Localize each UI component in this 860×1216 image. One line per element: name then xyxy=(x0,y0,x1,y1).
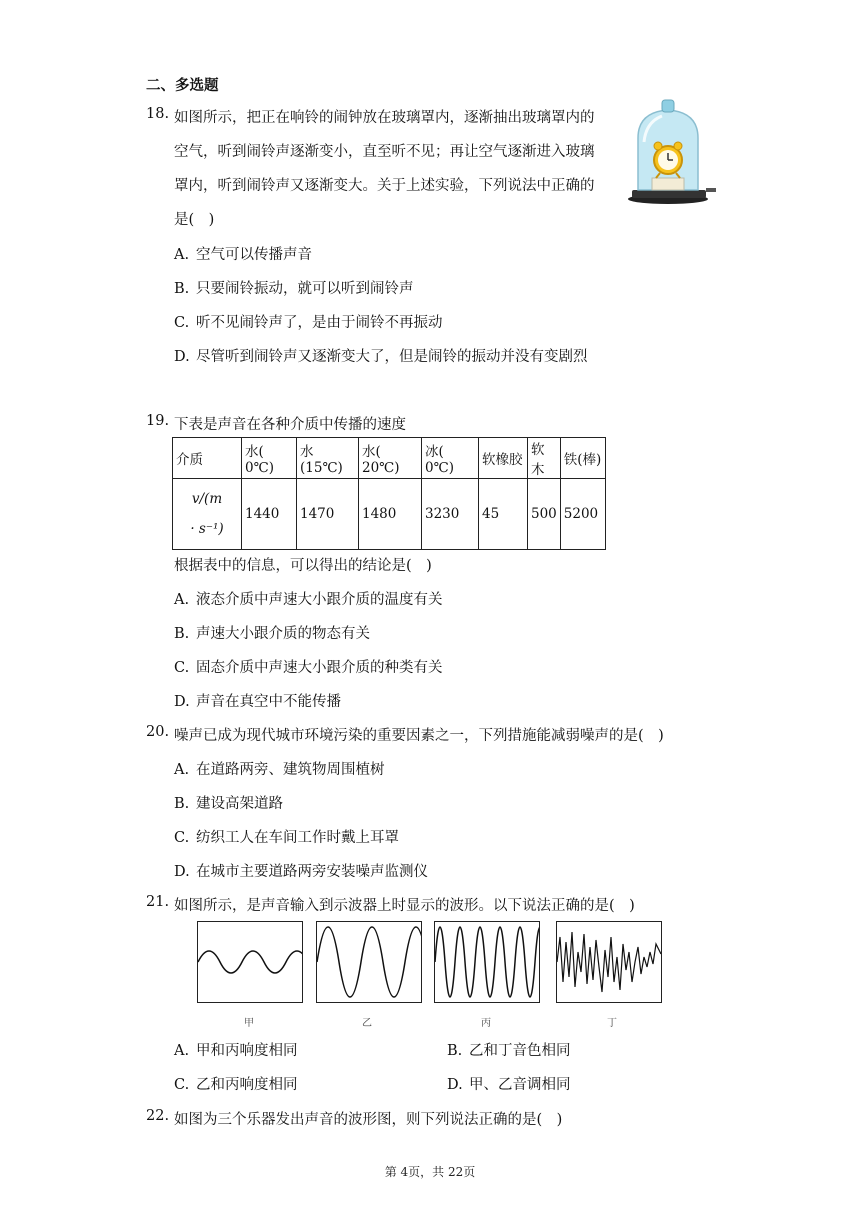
table-cell: 1480 xyxy=(359,479,422,550)
q21-option-b: B. 乙和丁音色相同 xyxy=(447,1043,571,1059)
table-header-cell: 水(15℃) xyxy=(297,438,359,479)
waveform-label-yi: 乙 xyxy=(362,1018,372,1029)
q19-option-d: D. 声音在真空中不能传播 xyxy=(174,694,341,710)
table-cell: 1470 xyxy=(297,479,359,550)
waveform-label-bing: 丙 xyxy=(481,1018,491,1029)
q22-stem: 如图为三个乐器发出声音的波形图，则下列说法正确的是( ) xyxy=(174,1112,563,1128)
waveform-jia-graph xyxy=(198,922,302,1002)
q19-number: 19. xyxy=(146,413,170,429)
waveform-jia xyxy=(197,921,303,1003)
q19-option-b: B. 声速大小跟介质的物态有关 xyxy=(174,626,370,642)
waveform-bing-graph xyxy=(435,922,539,1002)
q18-line-4: 是( ) xyxy=(174,212,215,228)
q20-stem: 噪声已成为现代城市环境污染的重要因素之一，下列措施能减弱噪声的是( ) xyxy=(174,728,664,744)
q19-option-c: C. 固态介质中声速大小跟介质的种类有关 xyxy=(174,660,443,676)
q18-option-a: A. 空气可以传播声音 xyxy=(174,247,312,263)
bell-jar-alarm-clock-image xyxy=(626,98,722,206)
q21-option-a: A. 甲和丙响度相同 xyxy=(174,1043,298,1059)
q19-followup: 根据表中的信息，可以得出的结论是( ) xyxy=(174,558,432,574)
waveform-yi xyxy=(316,921,422,1003)
q18-number: 18. xyxy=(146,106,170,122)
q21-option-c: C. 乙和丙响度相同 xyxy=(174,1077,298,1093)
speed-unit-label: v/(m · s⁻¹) xyxy=(173,479,242,550)
table-header-cell: 介质 xyxy=(173,438,242,479)
q19-stem: 下表是声音在各种介质中传播的速度 xyxy=(174,417,406,433)
waveform-yi-graph xyxy=(317,922,421,1002)
table-header-cell: 水( 20℃) xyxy=(359,438,422,479)
q18-line-1: 如图所示，把正在响铃的闹钟放在玻璃罩内，逐渐抽出玻璃罩内的 xyxy=(174,110,595,126)
table-header-cell: 软橡胶 xyxy=(479,438,528,479)
waveform-ding-graph xyxy=(557,922,661,1002)
q21-stem: 如图所示，是声音输入到示波器上时显示的波形。以下说法正确的是( ) xyxy=(174,898,635,914)
waveform-bing xyxy=(434,921,540,1003)
waveform-label-ding: 丁 xyxy=(607,1018,617,1029)
q20-number: 20. xyxy=(146,724,170,740)
q18-line-2: 空气，听到闹铃声逐渐变小，直至听不见；再让空气逐渐进入玻璃 xyxy=(174,144,595,160)
table-cell: 3230 xyxy=(422,479,479,550)
table-header-cell: 铁(棒) xyxy=(560,438,605,479)
table-cell: 500 xyxy=(528,479,561,550)
q18-option-b: B. 只要闹铃振动，就可以听到闹铃声 xyxy=(174,281,414,297)
table-cell: 5200 xyxy=(560,479,605,550)
q19-option-a: A. 液态介质中声速大小跟介质的温度有关 xyxy=(174,592,443,608)
table-header-row xyxy=(173,438,606,479)
q21-number: 21. xyxy=(146,894,170,910)
q18-line-3: 罩内，听到闹铃声又逐渐变大。关于上述实验，下列说法中正确的 xyxy=(174,178,595,194)
table-header-cell: 软木 xyxy=(528,438,561,479)
q20-option-d: D. 在城市主要道路两旁安装噪声监测仪 xyxy=(174,864,428,880)
q20-option-b: B. 建设高架道路 xyxy=(174,796,283,812)
page-footer: 第 4页，共 22页 xyxy=(384,1165,476,1179)
sound-speed-table xyxy=(172,437,606,550)
q18-option-c: C. 听不见闹铃声了，是由于闹铃不再振动 xyxy=(174,315,443,331)
waveform-label-jia: 甲 xyxy=(244,1018,254,1029)
waveform-ding xyxy=(556,921,662,1003)
table-row xyxy=(173,479,606,550)
table-cell: 45 xyxy=(479,479,528,550)
q18-option-d: D. 尽管听到闹铃声又逐渐变大了，但是闹铃的振动并没有变剧烈 xyxy=(174,349,588,365)
table-cell: 1440 xyxy=(242,479,297,550)
q20-option-c: C. 纺织工人在车间工作时戴上耳罩 xyxy=(174,830,399,846)
q21-option-d: D. 甲、乙音调相同 xyxy=(447,1077,571,1093)
table-header-cell: 冰( 0℃) xyxy=(422,438,479,479)
section-title: 二、多选题 xyxy=(146,78,219,94)
q22-number: 22. xyxy=(146,1108,170,1124)
q20-option-a: A. 在道路两旁、建筑物周围植树 xyxy=(174,762,385,778)
table-header-cell: 水( 0℃) xyxy=(242,438,297,479)
